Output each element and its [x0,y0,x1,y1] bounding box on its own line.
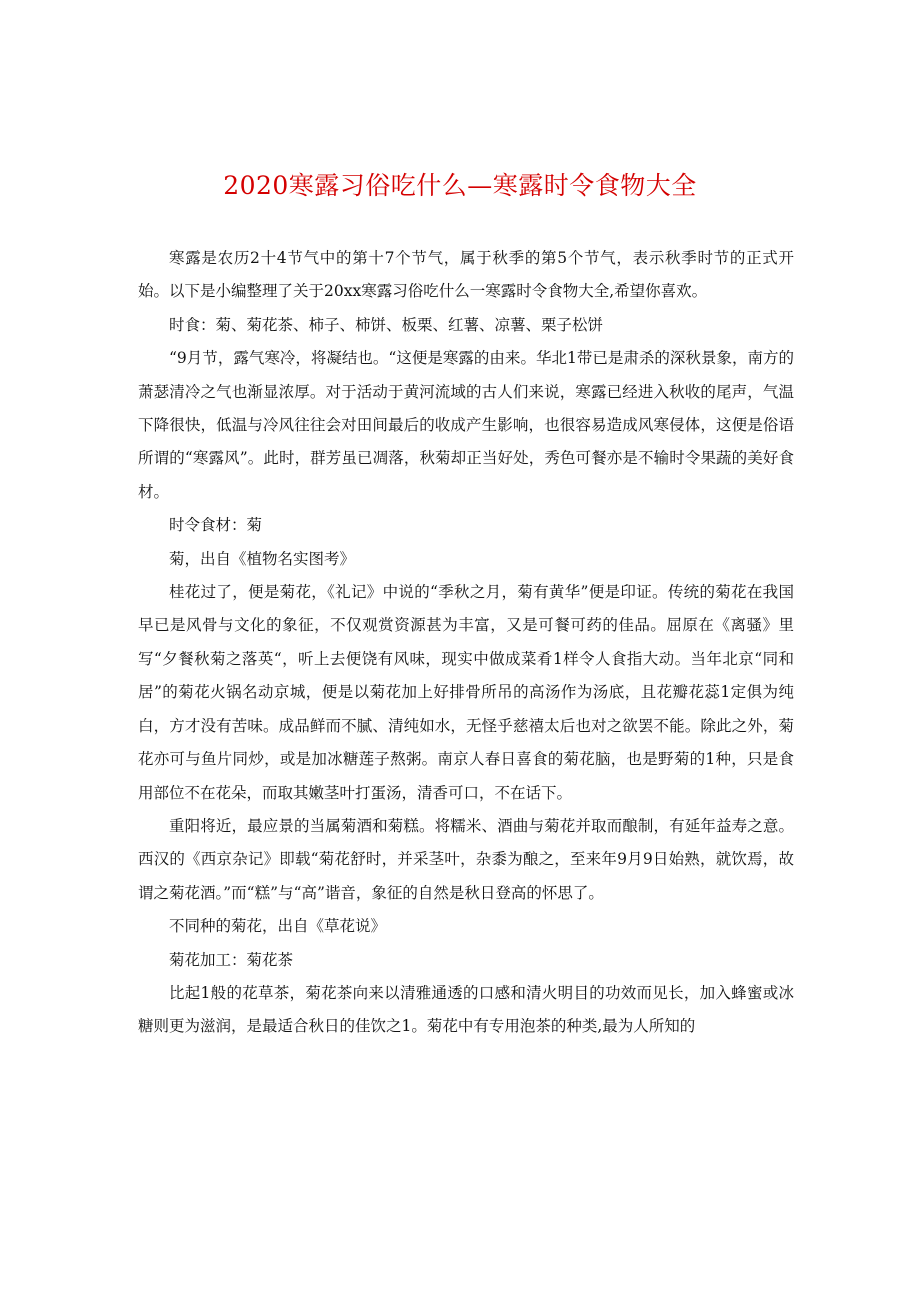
paragraph-origin: “9月节，露气寒冷，将凝结也。“这便是寒露的由来。华北1带已是肃杀的深秋景象，南方的萧瑟清冷之气也渐显浓厚。对于活动于黄河流域的古人们来说，寒露已经进入秋收的尾声，气温下降很快，低温与冷风往往会对田间最后的收成产生影响，也很容易造成风寒侵体，这便是俗语所谓的“寒露风”。此时，群芳虽已凋落，秋菊却正当好处，秀色可餐亦是不输时令果蔬的美好食材。 [138,349,794,501]
paragraph-image-caption-1: 菊，出自《植物名实图考》 [169,549,356,568]
paragraph-chrysanthemum: 桂花过了，便是菊花，《礼记》中说的“季秋之月，菊有黄华”便是印证。传统的菊花在我国早已是风骨与文化的象征，不仅观赏资源甚为丰富，又是可餐可药的佳品。屈原在《离骚》里写“夕餐秋菊之落英“，听上去便饶有风味，现实中做成菜肴1样令人食指大动。当年北京“同和居”的菊花火锅名动京城，便是以菊花加上好排骨所吊的高汤作为汤底，且花瓣花蕊1定俱为纯白，方才没有苦味。成品鲜而不腻、清纯如水，无怪乎慈禧太后也对之欲罢不能。除此之外，菊花亦可与鱼片同炒，或是加冰糖莲子熬粥。南京人春日喜食的菊花脑，也是野菊的1种，只是食用部位不在花朵，而取其嫩茎叶打蛋汤，清香可口，不在话下。 [138,583,794,802]
paragraph-tea: 比起1般的花草茶，菊花茶向来以清雅通透的口感和清火明目的功效而见长，加入蜂蜜或冰糖则更为滋润，是最适合秋日的佳饮之1。菊花中有专用泡茶的种类,最为人所知的 [138,983,794,1036]
document-title: 2020寒露习俗吃什么—寒露时令食物大全 [223,171,697,200]
paragraph-processing-heading: 菊花加工：菊花茶 [169,950,294,969]
paragraph-seasonal-foods: 时食：菊、菊花茶、柿子、柿饼、板栗、红薯、凉薯、栗子松饼 [169,315,604,334]
paragraph-image-caption-2: 不同种的菊花，出自《草花说》 [169,917,387,936]
paragraph-chongyang: 重阳将近，最应景的当属菊酒和菊糕。将糯米、酒曲与菊花并取而酿制，有延年益寿之意。西汉的《西京杂记》即载“菊花舒时，并采茎叶，杂黍为酿之，至来年9月9日始熟，就饮焉，故谓之菊花酒。”而“糕”与“高”谐音，象征的自然是秋日登高的怀思了。 [138,816,794,902]
document-body [138,242,794,1044]
paragraph-ingredient-heading: 时令食材：菊 [169,516,263,535]
paragraph-intro: 寒露是农历2十4节气中的第十7个节气，属于秋季的第5个节气，表示秋季时节的正式开始。以下是小编整理了关于20xx寒露习俗吃什么一寒露时令食物大全,希望你喜欢。 [138,249,794,301]
